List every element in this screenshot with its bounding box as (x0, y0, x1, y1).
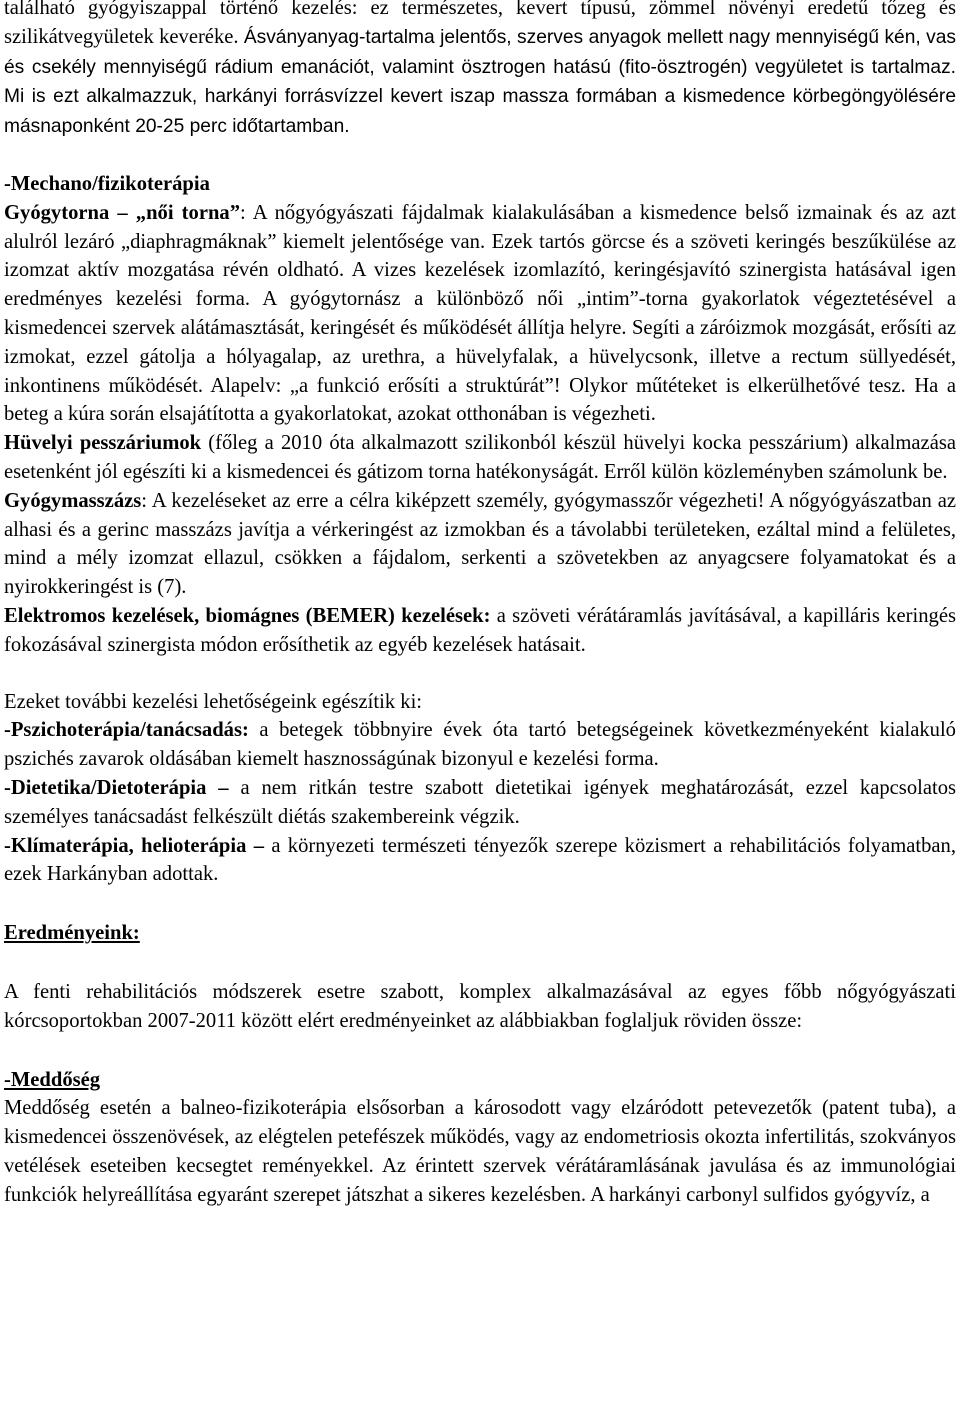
gyogytorna-text-2: Ezek tartós görcse és a szöveti keringés beszűkülése az izomzat aktív mozgatása révén oldható. (4, 230, 956, 282)
gyogytorna-text-3: A vizes kezelések izomlazító, keringésjavító szinergista hatásával igen eredményes kezelési forma. (4, 259, 957, 311)
section-heading-mechano (4, 170, 956, 199)
pesszarium-label: Hüvelyi pesszáriumok (4, 432, 202, 455)
masszazs-text: : A kezeléseket az erre a célra kiképzett személy, gyógymasszőr végezheti! A nőgyógyászatban az alhasi és a gerinc masszázs javítja a vérkeringést az izmokban és a távolabbi területeken, ezáltal mind a felületes, mind a mély izomzat ellazul, csökken a fájdalom, serkenti a szövetekben az anyagcsere folyamatokat és a nyirokkeringést is (7). (4, 489, 956, 599)
paragraph-gyogytorna (4, 199, 956, 429)
meddoseg-heading: -Meddőség (4, 1068, 101, 1091)
paragraph-pesszarium (4, 429, 956, 487)
gyogytorna-label: Gyógytorna – „női torna” (4, 201, 241, 224)
further-intro: Ezeket további kezelési lehetőségeink egészítik ki: (4, 690, 423, 713)
klima-text: a környezeti természeti tényezők szerepe közismert a rehabilitációs folyamatban, ezek Harkányban adottak. (4, 834, 956, 886)
pszicho-text: a betegek többnyire évek óta tartó betegségeinek következményeként kialakuló pszichés zavarok oldásában kiemelt hasznosságúnak bizonyul e kezelési forma. (4, 719, 956, 771)
paragraph-pszicho (4, 716, 956, 774)
pesszarium-text: (főleg a 2010 óta alkalmazott szilikonból készül hüvelyi kocka pesszárium) alkalmazása esetenként jól egészíti ki a kismedencei és gátizom torna hatékonyságát. Erről külön közleményben számolunk be. (4, 432, 956, 483)
alapelv-text: Alapelv: „a funkció erősíti a struktúrát”! Olykor műtéteket is elkerülhetővé tesz. (210, 374, 906, 397)
paragraph-masszazs (4, 487, 956, 602)
elektro-label: Elektromos kezelések, biomágnes (BEMER) kezelések: (4, 604, 491, 627)
dietetika-label: -Dietetika/Dietoterápia – (4, 776, 229, 799)
pszicho-label: -Pszichoterápia/tanácsadás: (4, 719, 249, 742)
paragraph-meddoseg: Meddőség esetén a balneo-fizikoterápia elsősorban a károsodott vagy elzáródott petevezetők (patent tuba), a kismedencei összenövések, az elégtelen petefészek működés, vagy az endometriosis okozta infertilitás, szokványos vetélések eseteiben kecsegtet reményekkel. Az érintett szervek vérátáramlásának javulása és az immunológiai funkciók helyreállítása egyaránt szerepet játszhat a sikeres kezelésben. A harkányi carbonyl sulfidos gyógyvíz, a (4, 1097, 956, 1206)
gyogytorna-text-5: Segíti a záróizmok mozgását, erősíti az izmokat, ezzel gátolja a hólyagalap, az urethra, a hüvelyfalak, a hüvelycsonk, illetve a rectum süllyedését, inkontinens működését. (4, 316, 956, 397)
section-heading-meddoseg (4, 1066, 956, 1095)
elektro-text: a szöveti vérátáramlás javításával, a kapilláris keringés fokozásával szinergista módon erősíthetik az egyéb kezelések hatásait. (4, 604, 956, 656)
iszap-text-sans: Ásványanyag-tartalma jelentős, szerves anyagok mellett nagy mennyiségű kén, vas és csekély mennyiségű rádium emanációt, valamint ösztrogen hatású (fito-ösztrogén) vegyületet is tartalmaz. Mi is ezt alkalmazzuk, harkányi forrásvízzel kevert iszap massza formában a kismedence körbegöngyölésére másnaponként 20-25 perc időtartamban. (4, 26, 957, 138)
gyogytorna-text-4: A gyógytornász a különböző női „intim”-torna gyakorlatok végeztetésével a kismedencei szervek alátámasztását, keringését és működését állítja helyre. (4, 288, 957, 339)
paragraph-dietetika (4, 774, 956, 832)
masszazs-label: Gyógymasszázs (4, 489, 142, 512)
iszap-text: található gyógyiszappal történő kezelés: ez természetes, kevert típusú, zömmel növényi eredetű tőzeg és szilikátvegyületek keveréke. (4, 0, 956, 48)
gyogytorna-text: : A nőgyógyászati fájdalmak kialakulásában a kismedence belső izmainak és az azt alulról lezáró „diaphragmáknak” kiemelt jelentősége van. (4, 201, 957, 253)
dietetika-text: a nem ritkán testre szabott dietetikai igények meghatározását, ezzel kapcsolatos személyes tanácsadást felkészült diétás szakembereink végzik. (4, 776, 957, 828)
kura-text: Ha a beteg a kúra során elsajátította a gyakorlatokat, azokat otthonában is végezheti. (4, 374, 956, 426)
section-heading-eredmenyeink (4, 919, 956, 948)
paragraph-klima (4, 832, 956, 890)
paragraph-elektro (4, 602, 956, 660)
klima-label: -Klímaterápia, helioterápia – (4, 834, 265, 857)
paragraph-iszap (4, 0, 956, 142)
eredmenyeink-heading: Eredményeink: (4, 922, 140, 945)
paragraph-eredmenyeink: A fenti rehabilitációs módszerek esetre szabott, komplex alkalmazásával az egyes főbb nőgyógyászati kórcsoportokban 2007-2011 között elért eredményeinket az alábbiakban foglaljuk röviden össze: (4, 980, 956, 1032)
mechano-heading: -Mechano/fizikoterápia (4, 172, 210, 195)
